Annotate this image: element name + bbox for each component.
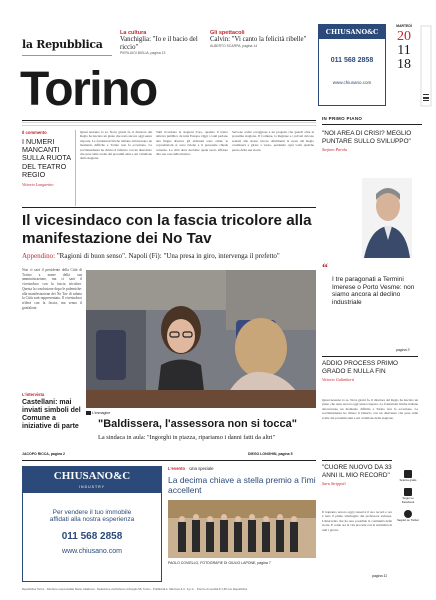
interview-title: Castellani: mai inviati simboli del Comune a iniziative di parte xyxy=(22,399,81,430)
rail-bottom-page: pagina 11 xyxy=(372,574,388,578)
bottom-ad-line2: affidati alla nostra esperienza xyxy=(49,516,135,523)
bottom-ad-brand: CHIUSANO&C xyxy=(53,470,131,482)
rail-item-3[interactable] xyxy=(322,360,418,382)
top-ad-phone: 011 568 2858 xyxy=(330,57,374,64)
top-ad[interactable] xyxy=(318,24,386,106)
teaser-culture[interactable] xyxy=(120,30,210,55)
photo-byline: DIEGO LONGHIN, pagina 5 xyxy=(248,452,293,456)
rail-item-1[interactable] xyxy=(322,130,418,152)
text-column-1: Quasi nessuno lo sa. Nove giorni fa, il direttore del Regio ha lasciato un piano che resta ancora oggi senza risposta. Le fondazioni liriche italiane attraversano un momento difficile e Torino non fa eccezione. La sovrintendenza ha chiuso il bilancio con un disavanzo che pesa sulle scelte dei prossimi anni e sul cartellone della stagione. xyxy=(80,130,152,161)
bottom-ad[interactable] xyxy=(22,466,162,582)
rail-item-title: "NOI AREA DI CRISI? MEGLIO PUNTARE SULLO SVILUPPO" xyxy=(322,130,412,145)
rail-quote-page: pagina 3 xyxy=(396,348,410,352)
masthead-hatch xyxy=(22,121,316,126)
event-byline: PAOLO COVIELLO, FOTOGRAFIE DI GIULIO LAPONE, pagina 7 xyxy=(168,561,271,565)
date-weekday: MARTEDÌ xyxy=(396,24,412,28)
teaser-title: Calvin: "Vi canto la felicità ribelle" xyxy=(210,36,307,43)
facebook-icon xyxy=(404,488,412,496)
text-column-3: Servono scelte coraggiose e un progetto che guardi oltre la prossima stagione. Il Comune, la Regione e i privati devono sedersi allo stesso tavolo. Altrimenti la ruota del Regio continuerà a girare a vuoto, perdendo ogni volta qualche pezzo della sua storia. xyxy=(232,130,314,152)
top-ad-web: www.chiusano.com xyxy=(332,80,372,85)
twitter-icon xyxy=(404,510,412,518)
brand-logo: la Repubblica xyxy=(22,38,103,51)
main-headline[interactable]: Il vicesindaco con la fascia tricolore alla manifestazione dei No Tav xyxy=(22,212,312,247)
brand-underline xyxy=(22,55,112,56)
social-icons xyxy=(397,470,419,522)
quote-mark-icon: “ xyxy=(322,260,328,274)
event-label: Una speciale xyxy=(189,466,214,471)
main-body: Non ci sarà il presidente della Città di Torino a nome della sua amministrazione, ma ci sarà il vicesindaco con la fascia tricolore. Questa la conclusione dopo le polemiche: alla manifestazione dei No Tav di sabato la Città sarà rappresentata. Il vicesindaco sfilerà con la fascia, ma senza il gonfalone. xyxy=(22,268,82,310)
rail-rule-2 xyxy=(322,356,418,357)
facebook-link[interactable] xyxy=(397,488,419,504)
teaser-byline: PIERLUIGI BIGLIA, pagina 13 xyxy=(120,51,166,56)
portrait-icon xyxy=(362,178,412,258)
headline-rule xyxy=(22,207,316,208)
phone-icon xyxy=(404,470,412,478)
top-ad-brand: CHIUSANO&C xyxy=(325,28,379,36)
social-label: Segui su Facebook xyxy=(401,496,415,504)
city-title: Torino xyxy=(20,63,157,116)
teaser-title: Vanchiglia: "Io e il bacio del riccio" xyxy=(120,36,198,51)
rail-quote: I tre paragonati a Termini Imerese o Porto Vesme: non siamo ancora al declino industriale xyxy=(332,276,415,306)
rail-rule xyxy=(322,124,422,125)
date-year: 18 xyxy=(397,57,411,72)
rail-item-title: "CUORE NUOVO DA 33 ANNI IL MIO RECORD" xyxy=(322,464,392,479)
rail-item-author: Sara Strippoli xyxy=(322,481,346,486)
camera-icon xyxy=(86,411,91,415)
bottom-ad-web: www.chiusano.com xyxy=(62,548,122,555)
bottom-ad-phone: 011 568 2858 xyxy=(61,531,123,542)
rail-portrait xyxy=(362,178,412,258)
council-photo-icon xyxy=(86,270,316,408)
bottom-ad-line1: Per vendere il tuo immobile xyxy=(52,509,132,516)
subhead-label: Appendino: xyxy=(22,252,56,260)
main-subhead xyxy=(22,252,318,260)
interview-kicker: L'intervista xyxy=(22,392,45,397)
main-photo[interactable] xyxy=(86,270,316,408)
group-photo-icon xyxy=(168,500,316,558)
bottom-ad-sub: INDUSTRY xyxy=(79,485,105,489)
date-box xyxy=(393,24,415,72)
social-label: Scarica gratis xyxy=(399,478,417,482)
twitter-link[interactable] xyxy=(397,510,419,522)
col-divider xyxy=(75,130,76,206)
event-title: La decima chiave a stella premio a l'imi accellent xyxy=(168,475,316,495)
footer-legal: Repubblica Torino · Direttore responsabile Mario Calabresi · Redazione via Roberto d'Azeglio 58, Torino · Pubblicità A. Manzoni & C. S.p.A. · Prezzo di vendita € 1,50 con Repubblica xyxy=(22,587,247,591)
left-story[interactable] xyxy=(22,130,72,187)
rail-bottom-text: Il trapianto ancora oggi conserva il suo record e ora è nato il primo tabeltoglio del professore torinese. L'intervento che ha reso possibile la continuità della storia. E come ora la vita procede con la normalità di tutti i giorni. xyxy=(322,510,392,532)
barcode-icon xyxy=(420,24,432,108)
date-month: 11 xyxy=(397,43,411,58)
teaser-shows[interactable] xyxy=(210,30,310,48)
rail-item-author: Vittorio Galimberti xyxy=(322,377,355,382)
left-story-kicker: Il commento xyxy=(22,130,47,135)
subhead-text: "Ragioni di buon senso". Napoli (Fi): "Una presa in giro, intervenga il prefetto" xyxy=(56,252,280,260)
rail-item-4[interactable] xyxy=(322,464,392,486)
photo-caption xyxy=(86,411,110,415)
rail-rule-3 xyxy=(322,460,392,461)
photo-quote[interactable]: "Baldissera, l'assessora non si tocca" xyxy=(98,418,297,430)
event-photo xyxy=(168,500,316,558)
photo-sub: La sindaca in aula: "Ingorghi in piazza, ripariamo i danni fatti da altri" xyxy=(98,434,276,441)
text-column-2: Tutti ricordano le stagioni d'oro, quando il teatro attirava pubblico da tutta Europa. Oggi i conti parlano una lingua diversa: gli abbonati sono calati, le coproduzioni si sono ridotte e il personale chiede certezze. La città deve decidere quale ruolo affidare alla sua casa della musica. xyxy=(156,130,228,157)
bottom-ad-header xyxy=(23,467,161,493)
date-day: 20 xyxy=(397,29,411,44)
left-story-title: I NUMERI MANCANTI SULLA RUOTA DEL TEATRO REGIO xyxy=(22,137,71,179)
event-kicker: L'evento xyxy=(168,466,186,471)
event-box[interactable] xyxy=(168,466,316,565)
teaser-byline: ALBERTO SCARPA, pagina 14 xyxy=(210,43,258,48)
top-ad-header xyxy=(319,25,385,39)
event-kicker-row xyxy=(168,466,316,471)
rail-item-title: ADDIO PROCESS PRIMO GRADO E NULLA FIN xyxy=(322,360,398,375)
photo-caption-text: L'immagine xyxy=(92,411,111,415)
rail-text: Quasi nessuno lo sa. Nove giorni fa, il direttore del Regio ha lasciato un piano che resta ancora oggi senza risposta. Le fondazioni liriche italiane attraversano un momento difficile e Torino non fa eccezione. La sovrintendenza ha chiuso il bilancio con un disavanzo che pesa sulle scelte dei prossimi anni e sul cartellone della stagione. xyxy=(322,398,418,420)
main-footer-byline: JACOPO RICCA, pagina 2 xyxy=(22,452,65,456)
rail-section: IN PRIMO PIANO xyxy=(322,116,363,121)
left-story-author: Vittorio Longarino xyxy=(22,182,54,188)
barcode xyxy=(420,24,432,108)
rail-item-author: Stefano Parola xyxy=(322,147,348,152)
app-download[interactable] xyxy=(397,470,419,482)
teaser-kicker: Gli spettacoli xyxy=(210,30,245,36)
interview-box[interactable] xyxy=(22,392,82,431)
bottom-rule xyxy=(22,460,316,461)
social-label: Seguici su Twitter xyxy=(397,518,419,522)
teaser-kicker: La cultura xyxy=(120,30,147,36)
